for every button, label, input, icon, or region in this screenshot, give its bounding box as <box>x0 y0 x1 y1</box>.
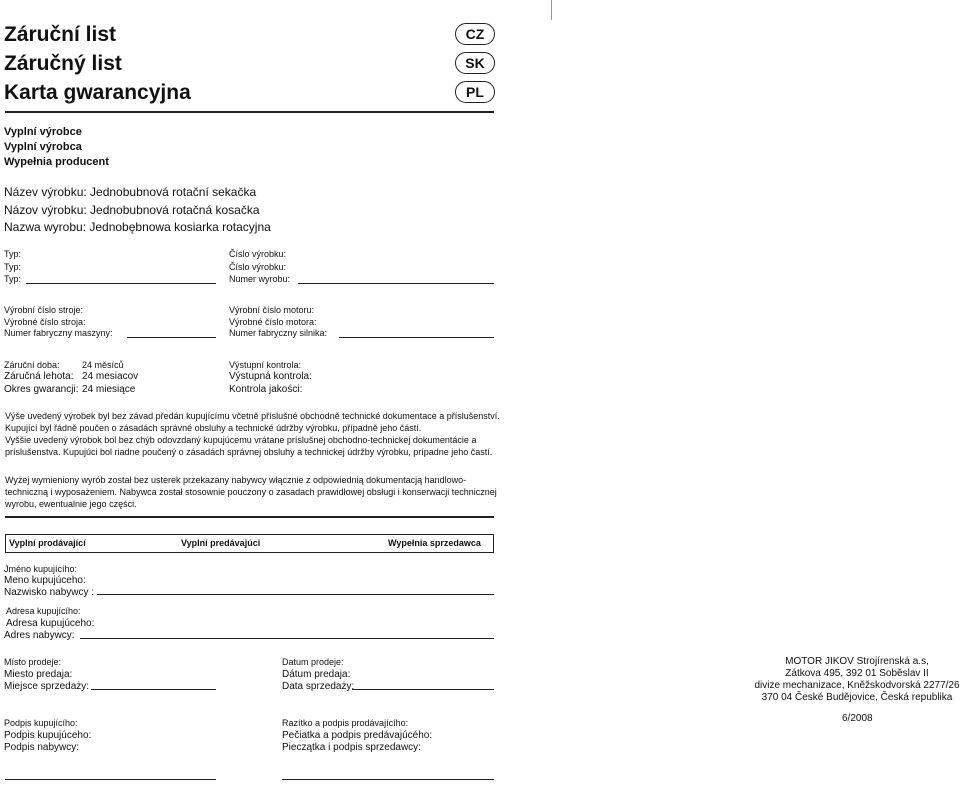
sale-date-label-pl: Data sprzedaży: <box>282 681 355 692</box>
declaration-pl: Wyżej wymieniony wyrób został bez usterek przekazany nabywcy włącznie z odpowiednią dokumentacją handlowo-techniczną i wyposażeniem. Nabywca został stosownie pouczony o zasadach prawidłowej obsługi i konserwacji technicznej wyrobu, ewentualnie jego części. <box>5 475 497 509</box>
type-label-cz: Typ: <box>4 249 22 259</box>
declaration-cz: Výše uvedený výrobek byl bez závad předán kupujícímu včetně příslušné obchodně technické dokumentace a příslušenství. Kupující byl řádně poučen o zásadách správné obsluhy a technické údržby výrobku, případně jeho částí. <box>5 411 500 433</box>
inspection-label-cz: Výstupní kontrola: <box>229 360 302 370</box>
title-cz: Záruční list <box>4 23 117 46</box>
buyer-address-label-sk: Adresa kupujúceho: <box>6 618 95 629</box>
machine-number-field-line[interactable] <box>127 337 216 338</box>
manufacturer-fill-sk: Vyplní výrobca <box>4 141 82 153</box>
type-field-line[interactable] <box>26 283 216 284</box>
buyer-address-field-line[interactable] <box>80 638 494 639</box>
header-divider <box>5 111 494 113</box>
warranty-label-sk: Záručná lehota: <box>4 371 74 382</box>
lang-badge-cz: CZ <box>455 23 495 45</box>
inspection-label-sk: Výstupná kontrola: <box>229 371 312 382</box>
buyer-name-label-cz: Jméno kupujícího: <box>4 564 78 574</box>
buyer-address-label-cz: Adresa kupujícího: <box>6 606 81 616</box>
engine-number-label-cz: Výrobní číslo motoru: <box>229 305 315 315</box>
machine-number-label-sk: Výrobné číslo stroja: <box>4 317 86 327</box>
manufacturer-fill-cz: Vyplní výrobce <box>4 126 82 138</box>
product-number-label-cz: Číslo výrobku: <box>229 249 287 259</box>
company-name: MOTOR JIKOV Strojírenská a.s, <box>785 656 929 667</box>
seller-stamp-label-cz: Razítko a podpis prodávajícího: <box>282 718 409 728</box>
crop-mark <box>551 0 552 20</box>
edition-date: 6/2008 <box>842 713 873 724</box>
seller-fill-cz: Vyplní prodávající <box>9 538 86 548</box>
warranty-label-cz: Záruční doba: <box>4 360 60 370</box>
engine-number-label-pl: Numer fabryczny silnika: <box>229 328 328 338</box>
buyer-signature-label-cz: Podpis kupujícího: <box>4 718 78 728</box>
sale-place-label-pl: Miejsce sprzedaży: <box>4 681 90 692</box>
company-division: divize mechanizace, Kněžskodvorská 2277/26 <box>754 680 960 691</box>
warranty-value-pl: 24 miesiące <box>82 384 136 395</box>
sale-place-label-sk: Miesto predaja: <box>4 669 73 680</box>
inspection-label-pl: Kontrola jakości: <box>229 384 303 395</box>
seller-stamp-field-line[interactable] <box>282 779 494 780</box>
warranty-label-pl: Okres gwarancji: <box>4 384 79 395</box>
sale-date-field-line[interactable] <box>352 689 494 690</box>
lang-badge-pl: PL <box>455 81 495 103</box>
lang-badge-sk: SK <box>455 52 495 74</box>
title-sk: Záručný list <box>4 52 122 75</box>
buyer-signature-field-line[interactable] <box>5 779 216 780</box>
seller-fill-sk: Vyplní predávajúci <box>181 538 261 548</box>
section-divider <box>5 516 494 518</box>
seller-fill-pl: Wypełnia sprzedawca <box>388 538 481 548</box>
declaration-sk: Vyššie uvedený výrobok bol bez chýb odovzdaný kupujúcemu vrátane príslušnej obchodno-technickej dokumentácie a príslušenstva. Kupujúci bol riadne poučený o zásadách správnej obsluhy a technickej údržby výrobku, prípadne jeho častí. <box>5 435 493 457</box>
company-city: 370 04 České Budějovice, Česká republika <box>761 692 953 703</box>
type-label-pl: Typ: <box>4 274 22 284</box>
machine-number-label-pl: Numer fabryczny maszyny: <box>4 328 113 338</box>
warranty-value-sk: 24 mesiacov <box>82 371 139 382</box>
buyer-name-label-sk: Meno kupujúceho: <box>4 575 86 586</box>
machine-number-label-cz: Výrobní číslo stroje: <box>4 305 84 315</box>
sale-date-label-sk: Dátum predaja: <box>282 669 351 680</box>
sale-place-label-cz: Místo prodeje: <box>4 657 62 667</box>
engine-number-label-sk: Výrobné číslo motora: <box>229 317 317 327</box>
sale-place-field-line[interactable] <box>91 689 216 690</box>
product-number-field-line[interactable] <box>298 283 494 284</box>
buyer-signature-label-pl: Podpis nabywcy: <box>4 742 80 753</box>
seller-fill-box <box>5 534 494 553</box>
product-name-sk: Názov výrobku: Jednobubnová rotačná kosačka <box>4 203 260 217</box>
buyer-signature-label-sk: Podpis kupujúceho: <box>4 730 92 741</box>
seller-stamp-label-pl: Pieczątka i podpis sprzedawcy: <box>282 742 421 753</box>
seller-stamp-label-sk: Pečiatka a podpis predávajúcého: <box>282 730 433 741</box>
type-label-sk: Typ: <box>4 262 22 272</box>
buyer-name-field-line[interactable] <box>97 594 494 595</box>
company-address: Zátkova 495, 392 01 Soběslav II <box>785 668 929 679</box>
product-name-cz: Název výrobku: Jednobubnová rotační sekačka <box>4 185 257 199</box>
title-pl: Karta gwarancyjna <box>4 81 191 104</box>
product-number-label-pl: Numer wyrobu: <box>229 274 291 284</box>
buyer-address-label-pl: Adres nabywcy: <box>4 630 75 641</box>
product-number-label-sk: Číslo výrobku: <box>229 262 287 272</box>
manufacturer-fill-pl: Wypełnia producent <box>4 156 109 168</box>
engine-number-field-line[interactable] <box>339 337 494 338</box>
warranty-value-cz: 24 měsíců <box>82 360 124 370</box>
buyer-name-label-pl: Nazwisko nabywcy : <box>4 587 95 598</box>
sale-date-label-cz: Datum prodeje: <box>282 657 344 667</box>
product-name-pl: Nazwa wyrobu: Jednobębnowa kosiarka rotacyjna <box>4 220 271 234</box>
